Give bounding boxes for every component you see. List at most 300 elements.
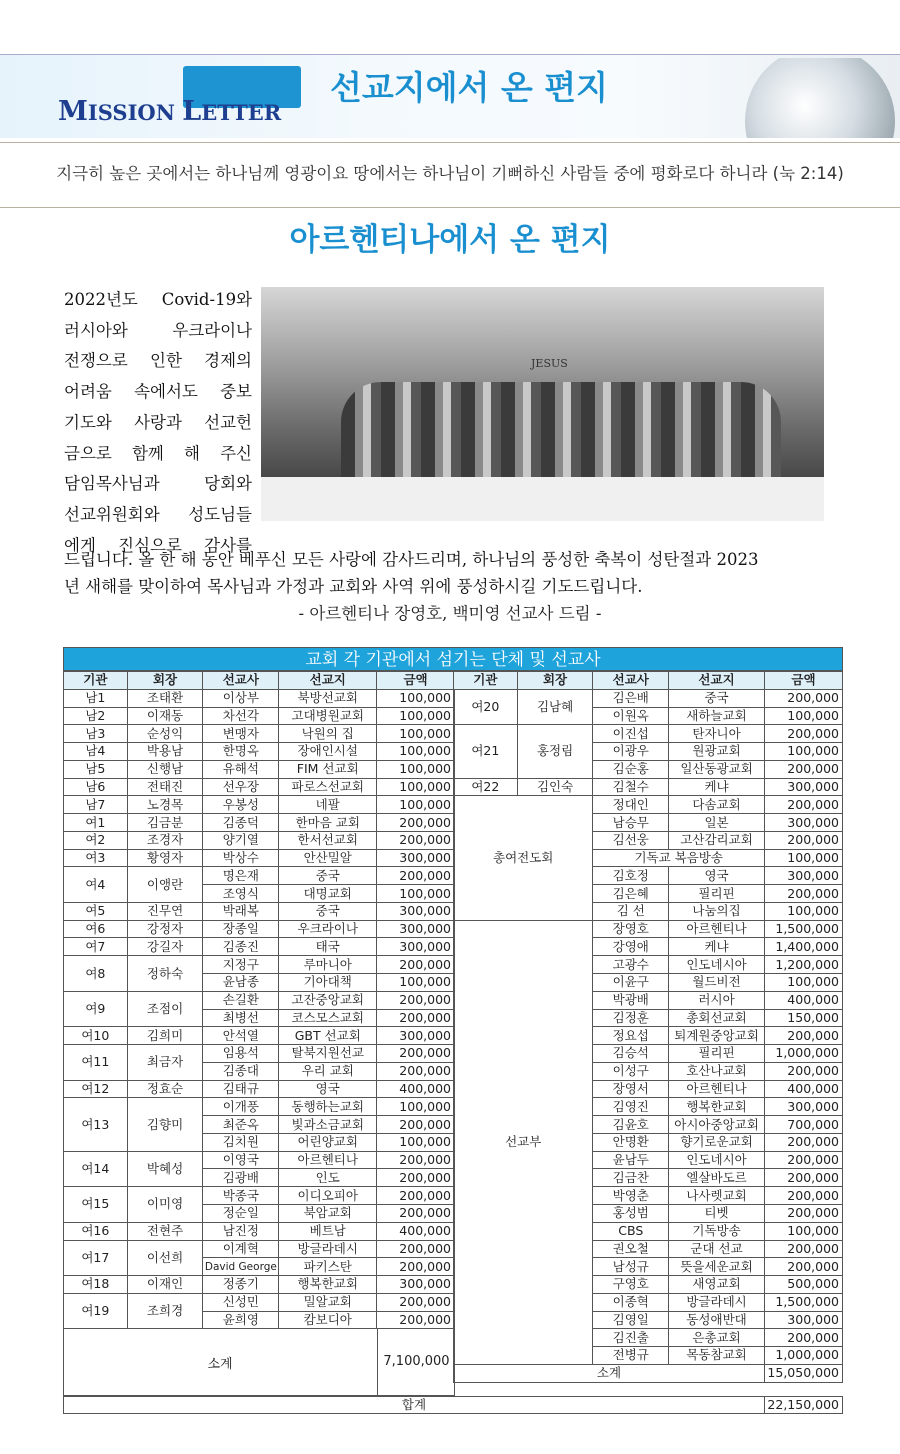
table-cell: 케냐: [669, 778, 765, 796]
table-cell: 100,000: [765, 974, 843, 992]
table-cell: 이성구: [593, 1062, 669, 1080]
table-cell: 김윤호: [593, 1116, 669, 1134]
table-cell: 인도: [279, 1169, 377, 1187]
table-cell: 200,000: [377, 991, 455, 1009]
table-row: [64, 778, 455, 796]
table-cell: 케냐: [669, 938, 765, 956]
table-cell: 남승무: [593, 814, 669, 832]
table-cell: 100,000: [377, 760, 455, 778]
table-cell: 200,000: [765, 1204, 843, 1222]
table-cell: 나사렛교회: [669, 1187, 765, 1205]
table-cell: 김은배: [593, 689, 669, 707]
table-cell: 여19: [64, 1293, 128, 1329]
table-cell: 고광수: [593, 956, 669, 974]
table-cell: 총회선교회: [669, 1009, 765, 1027]
table-cell: 200,000: [765, 760, 843, 778]
table-cell: 김태규: [203, 1080, 279, 1098]
column-header: 회장: [517, 672, 593, 690]
table-cell: 이디오피아: [279, 1187, 377, 1205]
table-row: [64, 689, 455, 707]
table-cell: 300,000: [765, 778, 843, 796]
table-cell: 이종혁: [593, 1293, 669, 1311]
table-cell: 1,000,000: [765, 1347, 843, 1365]
table-cell: 200,000: [765, 1151, 843, 1169]
table-cell: 조희경: [127, 1293, 203, 1329]
table-cell: 고잔중앙교회: [279, 991, 377, 1009]
table-cell: 구영호: [593, 1276, 669, 1294]
table-cell: 한서선교회: [279, 831, 377, 849]
table-cell: 100,000: [377, 796, 455, 814]
table-cell: 김영일: [593, 1311, 669, 1329]
table-cell: 조태환: [127, 689, 203, 707]
table-cell: 200,000: [377, 1062, 455, 1080]
table-cell: 방글라데시: [669, 1293, 765, 1311]
table-cell: 100,000: [765, 1222, 843, 1240]
table-cell: 김향미: [127, 1098, 203, 1151]
table-cell: 이윤구: [593, 974, 669, 992]
table-cell: 박종국: [203, 1187, 279, 1205]
table-row: [64, 1027, 455, 1045]
table-cell: 코스모스교회: [279, 1009, 377, 1027]
table-cell: 여21: [454, 725, 518, 778]
table-cell: 이원옥: [593, 707, 669, 725]
table-cell: 200,000: [765, 725, 843, 743]
table-cell: 400,000: [377, 1080, 455, 1098]
table-cell: 200,000: [765, 1329, 843, 1347]
table-cell: 여7: [64, 938, 128, 956]
table-row: [64, 991, 455, 1009]
table-cell: 윤남종: [203, 974, 279, 992]
column-header: 선교사: [593, 672, 669, 690]
table-cell: 여9: [64, 991, 128, 1027]
donation-table-left: [63, 671, 455, 1329]
table-cell: 여22: [454, 778, 518, 796]
table-cell: 100,000: [377, 885, 455, 903]
table-cell: 장영서: [593, 1080, 669, 1098]
table-row: [64, 672, 455, 690]
table-cell: 200,000: [765, 831, 843, 849]
table-cell: 이재인: [127, 1276, 203, 1294]
subtotal-label: 소계: [207, 1357, 233, 1372]
table-cell: 총여전도회: [454, 796, 593, 920]
table-cell: 이재동: [127, 707, 203, 725]
letter-line: 어려움 속에서도 중보: [64, 382, 252, 402]
table-cell: 노경목: [127, 796, 203, 814]
table-row: [64, 796, 455, 814]
column-header: 선교사: [203, 672, 279, 690]
table-cell: 이상부: [203, 689, 279, 707]
table-cell: 100,000: [765, 902, 843, 920]
table-cell: 다솜교회: [669, 796, 765, 814]
letter-line: 담임목사님과 당회와: [64, 474, 252, 494]
table-cell: 여18: [64, 1276, 128, 1294]
mission-letter-logo: MISSION LETTER: [58, 96, 282, 127]
table-cell: 정하숙: [127, 956, 203, 992]
table-cell: 황영자: [127, 849, 203, 867]
table-cell: CBS: [593, 1222, 669, 1240]
column-header: 기관: [64, 672, 128, 690]
table-cell: 김정훈: [593, 1009, 669, 1027]
table-cell: 김진출: [593, 1329, 669, 1347]
table-cell: 빛과소금교회: [279, 1116, 377, 1134]
table-row: [454, 796, 843, 814]
table-cell: 박영춘: [593, 1187, 669, 1205]
table-cell: 200,000: [377, 1116, 455, 1134]
table-cell: 여5: [64, 902, 128, 920]
table-cell: 300,000: [377, 920, 455, 938]
table-cell: 200,000: [377, 1311, 455, 1329]
table-cell: 조경자: [127, 831, 203, 849]
table-cell: 1,500,000: [765, 920, 843, 938]
table-cell: 200,000: [765, 1169, 843, 1187]
table-cell: 여15: [64, 1187, 128, 1223]
table-cell: 여12: [64, 1080, 128, 1098]
table-row: [64, 956, 455, 974]
table-cell: 정대인: [593, 796, 669, 814]
table-cell: 여14: [64, 1151, 128, 1187]
table-cell: 여13: [64, 1098, 128, 1151]
table-cell: 고산감리교회: [669, 831, 765, 849]
table-cell: 100,000: [765, 707, 843, 725]
table-row: [64, 743, 455, 761]
table-cell: 200,000: [377, 831, 455, 849]
bible-verse: 지극히 높은 곳에서는 하나님께 영광이요 땅에서는 하나님이 기뻐하신 사람들 중에 평화로다 하니라 (눅 2:14): [56, 164, 844, 183]
table-cell: 태국: [279, 938, 377, 956]
table-cell: 남3: [64, 725, 128, 743]
table-cell: 김종진: [203, 938, 279, 956]
column-header: 선교지: [669, 672, 765, 690]
table-cell: 박래복: [203, 902, 279, 920]
table-row: [64, 831, 455, 849]
table-cell: 여17: [64, 1240, 128, 1276]
table-cell: 100,000: [377, 778, 455, 796]
table-cell: 기독교 복음방송: [593, 849, 765, 867]
table-row: [64, 867, 455, 885]
table-cell: 남1: [64, 689, 128, 707]
table-cell: 100,000: [765, 849, 843, 867]
table-cell: 이진섭: [593, 725, 669, 743]
table-cell: 김종대: [203, 1062, 279, 1080]
table-cell: 김순홍: [593, 760, 669, 778]
table-cell: 나눔의집: [669, 902, 765, 920]
table-row: [64, 1080, 455, 1098]
table-cell: 300,000: [377, 849, 455, 867]
table-cell: 김영진: [593, 1098, 669, 1116]
table-cell: 장영호: [593, 920, 669, 938]
table-cell: 최준옥: [203, 1116, 279, 1134]
table-row: [64, 725, 455, 743]
table-cell: 200,000: [377, 1240, 455, 1258]
table-cell: 티벳: [669, 1204, 765, 1222]
table-cell: 강길자: [127, 938, 203, 956]
table-cell: 1,200,000: [765, 956, 843, 974]
table-row: [64, 1293, 455, 1311]
table-cell: 100,000: [377, 974, 455, 992]
subtotal-value: 7,100,000: [377, 1329, 455, 1395]
table-cell: 200,000: [765, 1258, 843, 1276]
table-row: [64, 1240, 455, 1258]
table-row: [64, 849, 455, 867]
table-cell: 베트남: [279, 1222, 377, 1240]
table-cell: 100,000: [377, 1098, 455, 1116]
table-row: [454, 689, 843, 707]
table-cell: 아시아중앙교회: [669, 1116, 765, 1134]
table-cell: 탄자니아: [669, 725, 765, 743]
table-cell: 200,000: [765, 1240, 843, 1258]
table-cell: 영국: [669, 867, 765, 885]
subtotal-label: 소계: [454, 1364, 765, 1382]
table-cell: 200,000: [377, 956, 455, 974]
table-cell: 100,000: [377, 1133, 455, 1151]
table-cell: 남진정: [203, 1222, 279, 1240]
table-cell: 300,000: [377, 1027, 455, 1045]
table-row: [64, 707, 455, 725]
table-cell: 남5: [64, 760, 128, 778]
table-cell: 김호정: [593, 867, 669, 885]
table-cell: 이광우: [593, 743, 669, 761]
letter-line: 러시아와 우크라이나: [64, 320, 252, 340]
table-cell: 대명교회: [279, 885, 377, 903]
table-cell: 김승석: [593, 1045, 669, 1063]
table-cell: GBT 선교회: [279, 1027, 377, 1045]
table-cell: 중국: [669, 689, 765, 707]
table-cell: 강정자: [127, 920, 203, 938]
table-cell: 박광배: [593, 991, 669, 1009]
table-cell: 여1: [64, 814, 128, 832]
table-cell: 김은혜: [593, 885, 669, 903]
table-cell: 안명환: [593, 1133, 669, 1151]
signature: - 아르헨티나 장영호, 백미영 선교사 드림 -: [298, 604, 602, 623]
page-title: 선교지에서 온 편지: [330, 68, 609, 107]
table-row: [64, 920, 455, 938]
table-row: [454, 920, 843, 938]
table-cell: 엘살바도르: [669, 1169, 765, 1187]
table-cell: 강영애: [593, 938, 669, 956]
table-cell: 행복한교회: [669, 1098, 765, 1116]
table-cell: 김광배: [203, 1169, 279, 1187]
letter-line: 선교위원회와 성도님들: [64, 504, 252, 524]
table-cell: 어린양교회: [279, 1133, 377, 1151]
table-cell: 200,000: [765, 885, 843, 903]
divider: [0, 207, 900, 208]
table-cell: 200,000: [377, 1009, 455, 1027]
subtotal-left: [63, 1328, 455, 1396]
table-cell: 김철수: [593, 778, 669, 796]
table-cell: 북방선교회: [279, 689, 377, 707]
table-cell: 아르헨티나: [669, 1080, 765, 1098]
table-cell: 남2: [64, 707, 128, 725]
table-cell: 여8: [64, 956, 128, 992]
table-cell: 신행남: [127, 760, 203, 778]
table-cell: 200,000: [377, 1169, 455, 1187]
table-cell: 200,000: [377, 867, 455, 885]
table-cell: 밀알교회: [279, 1293, 377, 1311]
table-cell: 이선희: [127, 1240, 203, 1276]
table-row: [64, 1098, 455, 1116]
column-header: 금액: [765, 672, 843, 690]
table-cell: 여10: [64, 1027, 128, 1045]
table-cell: 탈북지원선교: [279, 1045, 377, 1063]
table-cell: 차선각: [203, 707, 279, 725]
table-cell: 700,000: [765, 1116, 843, 1134]
table-cell: 정종기: [203, 1276, 279, 1294]
table-cell: FIM 선교회: [279, 760, 377, 778]
table-cell: 200,000: [765, 689, 843, 707]
table-cell: 200,000: [377, 1151, 455, 1169]
table-cell: 북암교회: [279, 1204, 377, 1222]
table-cell: 남4: [64, 743, 128, 761]
table-row: [454, 778, 843, 796]
table-cell: 필리핀: [669, 885, 765, 903]
group-photo: [261, 287, 824, 521]
table-cell: 최금자: [127, 1045, 203, 1081]
table-cell: 김남혜: [517, 689, 593, 725]
table-cell: 100,000: [377, 743, 455, 761]
table-cell: 장애인시설: [279, 743, 377, 761]
table-cell: 우크라이나: [279, 920, 377, 938]
table-cell: 400,000: [765, 991, 843, 1009]
table-row: [64, 1045, 455, 1063]
table-cell: 신성민: [203, 1293, 279, 1311]
table-cell: 일본: [669, 814, 765, 832]
table-cell: 파키스탄: [279, 1258, 377, 1276]
table-cell: 200,000: [377, 1045, 455, 1063]
table-cell: 전병규: [593, 1347, 669, 1365]
table-row: [64, 1276, 455, 1294]
table-cell: 지정구: [203, 956, 279, 974]
table-cell: 1,000,000: [765, 1045, 843, 1063]
table-cell: 유해석: [203, 760, 279, 778]
table-cell: 여11: [64, 1045, 128, 1081]
table-cell: 캄보디아: [279, 1311, 377, 1329]
table-cell: 100,000: [377, 707, 455, 725]
table-cell: 300,000: [765, 1311, 843, 1329]
letter-line: 금으로 함께 해 주신: [64, 443, 252, 463]
photo-banner-text: JESUS: [531, 357, 568, 370]
table-cell: 동성애반대: [669, 1311, 765, 1329]
total-value: 22,150,000: [764, 1397, 842, 1413]
table-cell: 200,000: [765, 1133, 843, 1151]
table-cell: 여16: [64, 1222, 128, 1240]
table-cell: 400,000: [765, 1080, 843, 1098]
letter-line: 기도와 사랑과 선교헌: [64, 412, 252, 432]
letter-line: 전쟁으로 인한 경제의: [64, 351, 252, 371]
table-cell: 목동참교회: [669, 1347, 765, 1365]
table-cell: 선우장: [203, 778, 279, 796]
table-cell: 아르헨티나: [279, 1151, 377, 1169]
table-cell: 영국: [279, 1080, 377, 1098]
table-cell: 200,000: [765, 1187, 843, 1205]
letter-title: 아르헨티나에서 온 편지: [289, 222, 611, 258]
table-cell: 진무연: [127, 902, 203, 920]
table-cell: 100,000: [377, 725, 455, 743]
table-cell: 조영식: [203, 885, 279, 903]
table-cell: 정요섭: [593, 1027, 669, 1045]
table-cell: 박용남: [127, 743, 203, 761]
table-cell: 여4: [64, 867, 128, 903]
grand-total: [63, 1396, 843, 1414]
table-cell: 은총교회: [669, 1329, 765, 1347]
table-cell: 김금분: [127, 814, 203, 832]
table-cell: 김치원: [203, 1133, 279, 1151]
table-cell: 새영교회: [669, 1276, 765, 1294]
table-cell: 박혜성: [127, 1151, 203, 1187]
table-cell: 원광교회: [669, 743, 765, 761]
table-cell: 박상수: [203, 849, 279, 867]
table-cell: 정효순: [127, 1080, 203, 1098]
table-row: [454, 672, 843, 690]
table-cell: 남7: [64, 796, 128, 814]
table-cell: 정순일: [203, 1204, 279, 1222]
table-cell: 한명옥: [203, 743, 279, 761]
table-cell: 100,000: [377, 689, 455, 707]
table-cell: 300,000: [377, 938, 455, 956]
table-cell: 아르헨티나: [669, 920, 765, 938]
globe-icon: [735, 58, 895, 138]
column-header: 기관: [454, 672, 518, 690]
table-cell: 200,000: [765, 1062, 843, 1080]
table-cell: 군대 선교: [669, 1240, 765, 1258]
table-cell: 전현주: [127, 1222, 203, 1240]
table-cell: 200,000: [377, 1258, 455, 1276]
table-cell: 안산밀알: [279, 849, 377, 867]
table-cell: 남성규: [593, 1258, 669, 1276]
table-cell: 300,000: [765, 814, 843, 832]
table-cell: 200,000: [377, 814, 455, 832]
table-cell: 여6: [64, 920, 128, 938]
table-cell: 중국: [279, 867, 377, 885]
table-cell: 이미영: [127, 1187, 203, 1223]
table-row: [64, 902, 455, 920]
table-cell: 인도네시아: [669, 956, 765, 974]
table-cell: 150,000: [765, 1009, 843, 1027]
table-cell: 낙원의 집: [279, 725, 377, 743]
table-cell: 러시아: [669, 991, 765, 1009]
table-row: [64, 1187, 455, 1205]
table-cell: 양기열: [203, 831, 279, 849]
table-cell: 김희미: [127, 1027, 203, 1045]
letter-line: 드립니다. 올 한 해 동안 베푸신 모든 사랑에 감사드리며, 하나님의 풍성한 축복이 성탄절과 2023: [64, 550, 759, 569]
letter-line: 년 새해를 맞이하여 목사님과 가정과 교회와 사역 위에 풍성하시길 기도드립니다.: [64, 577, 643, 596]
table-cell: 파로스선교회: [279, 778, 377, 796]
table-cell: 김인숙: [517, 778, 593, 796]
table-cell: 새하늘교회: [669, 707, 765, 725]
table-cell: 네팔: [279, 796, 377, 814]
table-cell: 이앵란: [127, 867, 203, 903]
table-cell: 김선웅: [593, 831, 669, 849]
table-cell: 향기로운교회: [669, 1133, 765, 1151]
table-cell: 필리핀: [669, 1045, 765, 1063]
table-cell: 한마음 교회: [279, 814, 377, 832]
table-cell: 행복한교회: [279, 1276, 377, 1294]
table-cell: 200,000: [377, 1293, 455, 1311]
table-cell: 월드비전: [669, 974, 765, 992]
table-cell: 동행하는교회: [279, 1098, 377, 1116]
table-cell: 이개풍: [203, 1098, 279, 1116]
table-cell: 400,000: [377, 1222, 455, 1240]
table-title: 교회 각 기관에서 섬기는 단체 및 선교사: [63, 647, 843, 671]
table-cell: 김종덕: [203, 814, 279, 832]
table-row: [454, 1364, 843, 1382]
table-cell: David George: [203, 1258, 279, 1276]
table-cell: 남6: [64, 778, 128, 796]
table-cell: 홍정림: [517, 725, 593, 778]
column-header: 금액: [377, 672, 455, 690]
table-cell: 손길환: [203, 991, 279, 1009]
table-cell: 100,000: [765, 743, 843, 761]
table-cell: 권오철: [593, 1240, 669, 1258]
table-cell: 200,000: [765, 796, 843, 814]
